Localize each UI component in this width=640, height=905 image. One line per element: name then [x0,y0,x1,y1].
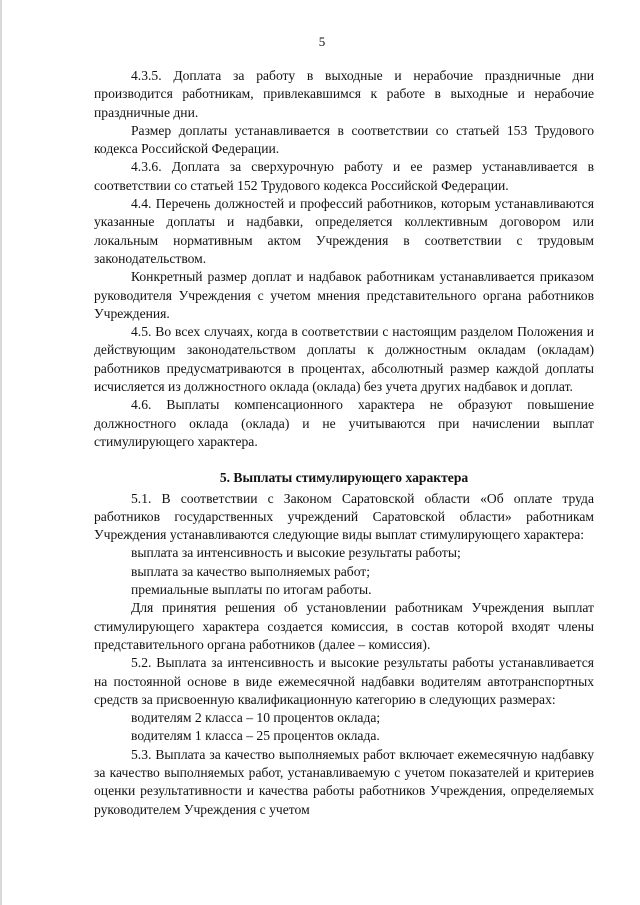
list-item-driver-rate: водителям 2 класса – 10 процентов оклада; [131,710,381,726]
page-number: 5 [318,34,326,49]
section-heading: 5. Выплаты стимулирующего характера [219,470,469,486]
paragraph-5-3: 5.3. Выплата за качество выполняемых работ включает ежемесячную надбавку за качество выполняемых работ, устанавливаемую с учетом показателей и критериев оценки результативности и качества работы работников Учреждения, определяемых руководителем Учреждения с учетом [94,746,594,817]
paragraph-4-3-6: 4.3.6. Доплата за сверхурочную работу и ее размер устанавливается в соответствии со статьей 152 Трудового кодекса Российской Федерации. [94,159,594,193]
paragraph-5-1: 5.1. В соответствии с Законом Саратовской области «Об оплате труда работников государственных учреждений Саратовской области» работникам Учреждения устанавливаются следующие виды выплат стимулирующего характера: [94,490,594,543]
document-body [94,67,594,819]
list-item-payment-type: премиальные выплаты по итогам работы. [131,582,372,598]
paragraph-4-4: 4.4. Перечень должностей и профессий работников, которым устанавливаются указанные доплаты и надбавки, определяется коллективным договором или локальным нормативным актом Учреждения в соответствии с трудовым законодательством. [94,196,594,266]
paragraph-surcharge-size: Размер доплаты устанавливается в соответствии со статьей 153 Трудового кодекса Российской Федерации. [94,122,594,157]
list-item-driver-rate: водителям 1 класса – 25 процентов оклада. [131,728,380,744]
paragraph-5-2: 5.2. Выплата за интенсивность и высокие результаты работы устанавливается на постоянной основе в виде ежемесячной надбавки водителям автотранспортных средств за присвоенную квалификационную категорию в следующих размерах: [94,655,594,707]
paragraph-specific-size: Конкретный размер доплат и надбавок работникам устанавливается приказом руководителя Учреждения с учетом мнения представительного органа работников Учреждения. [94,269,594,321]
paragraph-commission: Для принятия решения об установлении работникам Учреждения выплат стимулирующего характера создается комиссия, в состав которой входят члены представительного органа работников (далее – комиссия). [94,600,594,652]
list-item-payment-type: выплата за качество выполняемых работ; [131,563,371,579]
paragraph-4-6: 4.6. Выплаты компенсационного характера не образуют повышение должностного оклада (оклада) и не учитываются при начислении выплат стимулирующего характера. [94,397,594,449]
list-item-payment-type: выплата за интенсивность и высокие результаты работы; [131,545,461,561]
paragraph-4-5: 4.5. Во всех случаях, когда в соответствии с настоящим разделом Положения и действующим законодательством доплаты к должностным окладам (окладам) работников предусматриваются в процентах, абсолютный размер каждой доплаты исчисляется из должностного оклада (оклада) без учета других надбавок и доплат. [94,324,594,395]
paragraph-4-3-5: 4.3.5. Доплата за работу в выходные и нерабочие праздничные дни производится работникам, привлекавшимся к работе в выходные и нерабочие праздничные дни. [94,68,594,120]
